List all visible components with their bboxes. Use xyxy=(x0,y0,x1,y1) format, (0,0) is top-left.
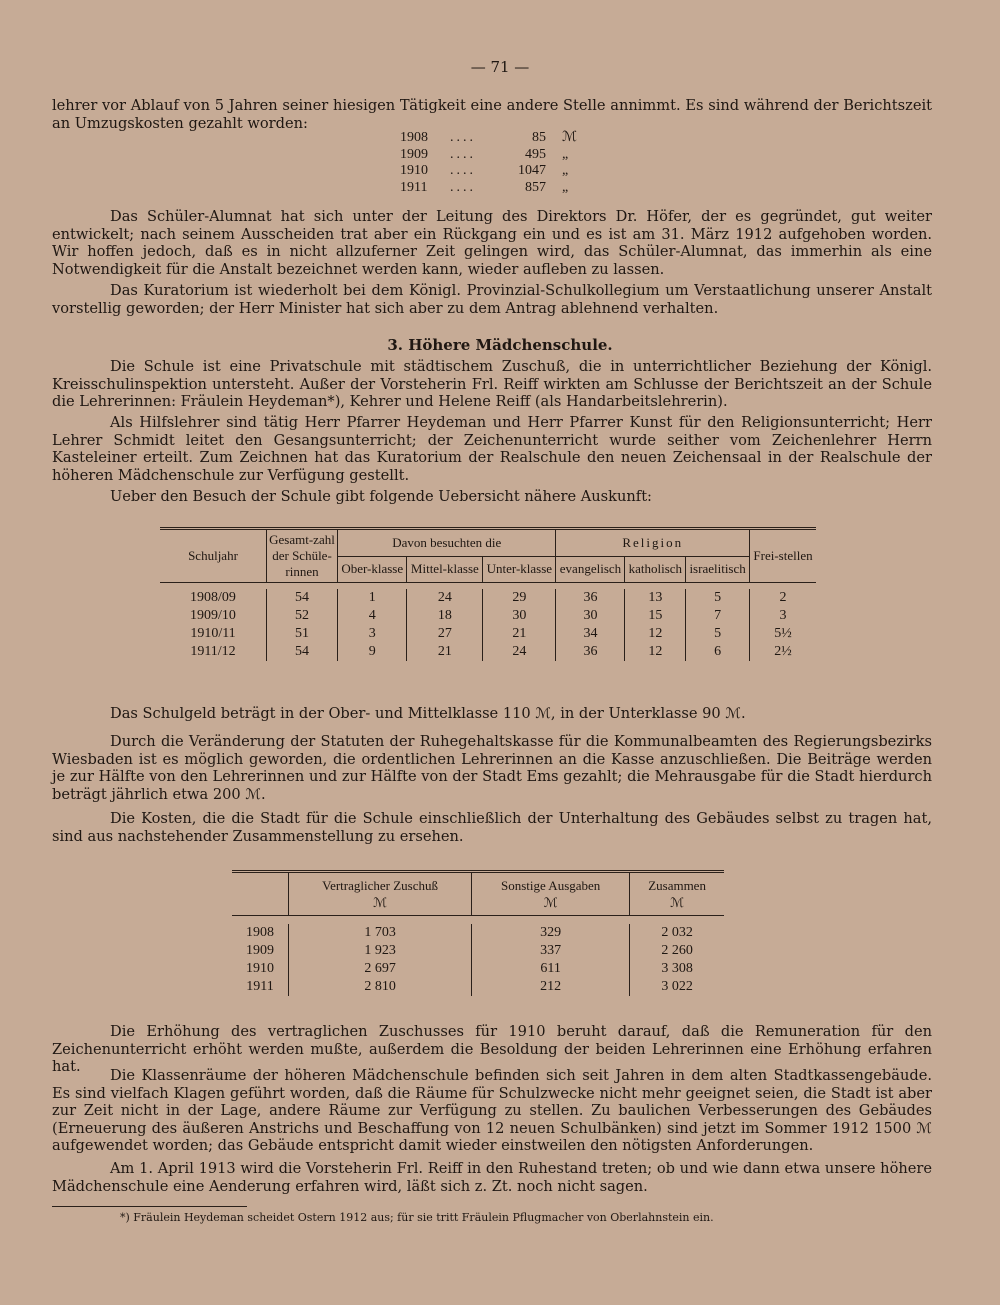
col-header-religion: Religion xyxy=(556,529,750,557)
list-item: 1909 .... 495 „ xyxy=(400,146,569,162)
unit-label: ℳ xyxy=(670,895,685,910)
paragraph-costs-intro: Die Kosten, die die Stadt für die Schule einschließlich der Unterhaltung des Gebäudes selbst zu tragen hat, sind aus nachstehender Zusammenstellung zu ersehen. xyxy=(52,810,932,845)
paragraph-school-description: Die Schule ist eine Privatschule mit städtischem Zuschuß, die in unterrichtlicher Beziehung der Königl. Kreisschulinspektion untersteht. Außer der Vorsteherin Frl. Reiff wirkten am Schlusse der Berichtszeit an der Schule die Lehrerinnen: Fräulein Heydeman*), Kehrer und Helene Reiff (als Handarbeitslehrerin). xyxy=(52,358,932,410)
table-row: 1908/09 54 1 24 29 36 13 5 2 xyxy=(160,589,816,607)
section-heading: 3. Höhere Mädchenschule. xyxy=(387,336,613,354)
table-row: 1910 2 697 611 3 308 xyxy=(232,960,724,978)
footnote-rule xyxy=(52,1206,247,1207)
costs-table xyxy=(232,870,724,996)
page-number: — 71 — xyxy=(470,58,530,76)
unit-label: ℳ xyxy=(373,895,388,910)
col-header-mittel: Mittel-klasse xyxy=(407,556,483,582)
col-header-classes: Davon besuchten die xyxy=(338,529,556,557)
table-row: 1911 2 810 212 3 022 xyxy=(232,978,724,996)
list-item: 1911 .... 857 „ xyxy=(400,179,569,195)
col-header-year: Schuljahr xyxy=(160,529,267,583)
paragraph-moving-costs-intro: lehrer vor Ablauf von 5 Jahren seiner hiesigen Tätigkeit eine andere Stelle annimmt. Es sind während der Berichtszeit an Umzugskosten gezahlt worden: xyxy=(52,97,932,132)
footnote: *) Fräulein Heydeman scheidet Ostern 1912 aus; für sie tritt Fräulein Pflugmacher von Oberlahnstein ein. xyxy=(120,1211,714,1224)
col-header-katholisch: katholisch xyxy=(625,556,686,582)
attendance-table xyxy=(160,527,816,661)
table-row: 1911/12 54 9 21 24 36 12 6 2½ xyxy=(160,643,816,661)
col-header-evangelisch: evangelisch xyxy=(556,556,625,582)
paragraph-subsidy-increase: Die Erhöhung des vertraglichen Zuschusses für 1910 beruht darauf, daß die Remuneration für den Zeichenunterricht erhöht werden mußte, außerdem die Besoldung der beiden Lehrerinnen eine Erhöhung erfahren hat. xyxy=(52,1023,932,1075)
col-header-other-expenses: Sonstige Ausgaben ℳ xyxy=(472,872,630,916)
table-row: 1909/10 52 4 18 30 30 15 7 3 xyxy=(160,607,816,625)
paragraph-assistant-teachers: Als Hilfslehrer sind tätig Herr Pfarrer Heydeman und Herr Pfarrer Kunst für den Religionsunterricht; Herr Lehrer Schmidt leitet den Gesangsunterricht; der Zeichenunterricht wurde seither vom Zeichenlehrer Herrn Kasteleiner erteilt. Zum Zeichnen hat das Kuratorium der Realschule den neuen Zeichensaal in der Realschule der höheren Mädchenschule zur Verfügung gestellt. xyxy=(52,414,932,484)
col-header-free-places: Frei-stellen xyxy=(750,529,817,583)
paragraph-school-fees: Das Schulgeld beträgt in der Ober- und Mittelklasse 110 ℳ, in der Unterklasse 90 ℳ. xyxy=(110,705,746,722)
col-header-contract-subsidy: Vertraglicher Zuschuß ℳ xyxy=(289,872,472,916)
col-header-total: Gesamt-zahl der Schüle-rinnen xyxy=(267,529,338,583)
col-header-israelitisch: israelitisch xyxy=(686,556,750,582)
paragraph-retirement: Am 1. April 1913 wird die Vorsteherin Frl. Reiff in den Ruhestand treten; ob und wie dann etwa unsere höhere Mädchenschule eine Aenderung erfahren wird, läßt sich z. Zt. noch nicht sagen. xyxy=(52,1160,932,1195)
moving-costs-list xyxy=(400,130,586,196)
paragraph-kuratorium: Das Kuratorium ist wiederholt bei dem Königl. Provinzial-Schulkollegium um Verstaatlichung unserer Anstalt vorstellig geworden; der Herr Minister hat sich aber zu dem Antrag ablehnend verhalten. xyxy=(52,282,932,317)
paragraph-alumnat: Das Schüler-Alumnat hat sich unter der Leitung des Direktors Dr. Höfer, der es gegründet, gut weiter entwickelt; nach seinem Ausscheiden trat aber ein Rückgang ein und es ist am 31. März 1912 aufgehoben worden. Wir hoffen jedoch, daß es in nicht allzuferner Zeit gelingen wird, das Schüler-Alumnat, das immerhin als eine Notwendigkeit für die Anstalt bezeichnet werden kann, wieder aufleben zu lassen. xyxy=(52,208,932,278)
table-row: 1908 1 703 329 2 032 xyxy=(232,924,724,942)
paragraph-overview-intro: Ueber den Besuch der Schule gibt folgende Uebersicht nähere Auskunft: xyxy=(110,488,652,505)
col-header-ober: Ober-klasse xyxy=(338,556,407,582)
paragraph-classrooms: Die Klassenräume der höheren Mädchenschule befinden sich seit Jahren in dem alten Stadtkassengebäude. Es sind vielfach Klagen geführt worden, daß die Räume für Schulzwecke nicht mehr geeignet seien, die Stadt ist aber zur Zeit nicht in der Lage, andere Räume zur Verfügung zu stellen. Zu baulichen Verbesserungen des Gebäudes (Erneuerung des äußeren Anstrichs und Beschaffung von 12 neuen Schulbänken) sind jetzt im Sommer 1912 1500 ℳ aufgewendet worden; das Gebäude entspricht damit wieder einstweilen den nötigsten Anforderungen. xyxy=(52,1067,932,1154)
col-header-total: Zusammen ℳ xyxy=(630,872,724,916)
list-item: 1908 .... 85 ℳ xyxy=(400,130,577,145)
table-row: 1909 1 923 337 2 260 xyxy=(232,942,724,960)
paragraph-pension-fund: Durch die Veränderung der Statuten der Ruhegehaltskasse für die Kommunalbeamten des Regierungsbezirks Wiesbaden ist es möglich geworden, die ordentlichen Lehrerinnen an die Kasse anzuschließen. Die Beiträge werden je zur Hälfte von den Lehrerinnen und zur Hälfte von der Stadt Ems gezahlt; die Mehrausgabe für die Stadt hierdurch beträgt jährlich etwa 200 ℳ. xyxy=(52,733,932,803)
unit-label: ℳ xyxy=(543,895,558,910)
col-header-unter: Unter-klasse xyxy=(483,556,556,582)
list-item: 1910 .... 1047 „ xyxy=(400,163,569,178)
table-row: 1910/11 51 3 27 21 34 12 5 5½ xyxy=(160,625,816,643)
